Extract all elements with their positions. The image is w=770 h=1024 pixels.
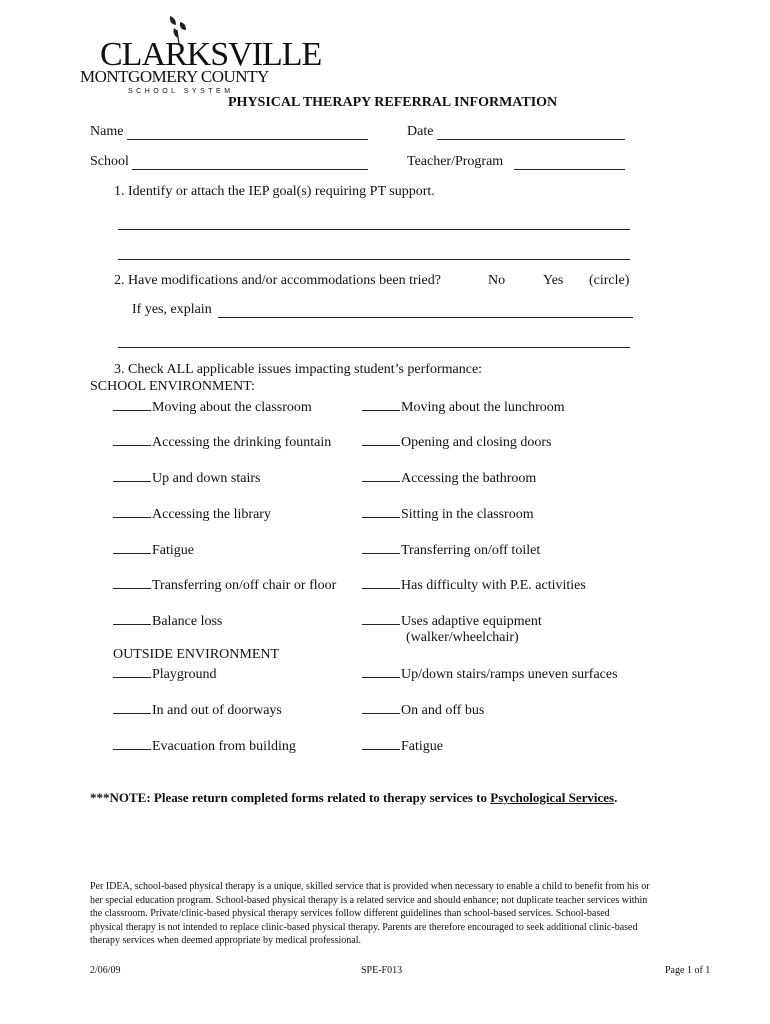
logo-line2: MONTGOMERY COUNTY bbox=[80, 67, 269, 86]
checklist-item[interactable]: Transferring on/off chair or floor bbox=[113, 576, 336, 594]
school-label: School bbox=[90, 154, 129, 169]
checklist-item[interactable]: Fatigue bbox=[362, 737, 443, 755]
checklist-item[interactable]: Transferring on/off toilet bbox=[362, 541, 540, 559]
explain-label: If yes, explain bbox=[132, 302, 212, 317]
checklist-item[interactable]: Fatigue bbox=[113, 541, 194, 559]
checklist-item[interactable]: On and off bus bbox=[362, 701, 484, 719]
date-field[interactable] bbox=[437, 139, 625, 140]
logo-line3: SCHOOL SYSTEM bbox=[128, 88, 234, 95]
checklist-item[interactable]: Has difficulty with P.E. activities bbox=[362, 576, 586, 594]
checklist-item[interactable]: Balance loss bbox=[113, 612, 222, 630]
name-label: Name bbox=[90, 124, 124, 139]
explain-field[interactable] bbox=[218, 317, 633, 318]
date-label: Date bbox=[407, 124, 434, 139]
teacher-label: Teacher/Program bbox=[407, 154, 504, 169]
checklist-item[interactable]: Opening and closing doors bbox=[362, 433, 551, 451]
district-logo bbox=[78, 12, 322, 102]
circle-instruction: (circle) bbox=[589, 273, 630, 288]
school-env-heading: SCHOOL ENVIRONMENT: bbox=[90, 379, 255, 394]
form-code: SPE-F013 bbox=[361, 965, 403, 976]
checklist-item[interactable]: Evacuation from building bbox=[113, 737, 296, 755]
question-3: 3. Check ALL applicable issues impacting student’s performance: bbox=[114, 362, 483, 377]
name-field[interactable] bbox=[127, 139, 368, 140]
checklist-item[interactable]: Accessing the bathroom bbox=[362, 469, 536, 487]
checklist-item[interactable]: Moving about the lunchroom bbox=[362, 398, 565, 416]
idea-disclaimer: Per IDEA, school-based physical therapy is a unique, skilled service that is provided when necessary to enable a child to benefit from his or her special education program. School-based physical therapy is a related service and should enhance; not duplicate teacher services within the classroom. Private/clinic-based physical therapy services follow different guidelines than school-based services. School-based physical therapy is not intended to replace clinic-based physical therapy. Parents are therefore encouraged to seek additional clinic-based therapy services when deemed appropriate by medical professional. bbox=[90, 881, 650, 946]
checklist-item[interactable]: Playground bbox=[113, 665, 217, 683]
psychological-services-link[interactable]: Psychological Services bbox=[490, 790, 615, 805]
logo-line1: CLARKSVILLE bbox=[100, 36, 322, 73]
checklist-item[interactable]: Uses adaptive equipment bbox=[362, 612, 542, 630]
option-no[interactable]: No bbox=[488, 273, 506, 288]
question-1: 1. Identify or attach the IEP goal(s) requiring PT support. bbox=[114, 184, 435, 199]
teacher-field[interactable] bbox=[514, 169, 625, 170]
question-2: 2. Have modifications and/or accommodations been tried? bbox=[114, 273, 441, 288]
q1-answer-line-1[interactable] bbox=[118, 229, 630, 230]
school-field[interactable] bbox=[132, 169, 368, 170]
checklist-item[interactable]: Sitting in the classroom bbox=[362, 505, 534, 523]
option-yes[interactable]: Yes bbox=[543, 273, 564, 288]
explain-line-2[interactable] bbox=[118, 347, 630, 348]
return-note: ***NOTE: Please return completed forms related to therapy services to Psychological Services. bbox=[90, 790, 618, 805]
checklist-item[interactable]: Up/down stairs/ramps uneven surfaces bbox=[362, 665, 618, 683]
checklist-item[interactable]: In and out of doorways bbox=[113, 701, 282, 719]
page-title: PHYSICAL THERAPY REFERRAL INFORMATION bbox=[228, 95, 558, 110]
checklist-item[interactable]: Accessing the library bbox=[113, 505, 271, 523]
adaptive-equipment-note: (walker/wheelchair) bbox=[406, 630, 519, 645]
checklist-item[interactable]: Moving about the classroom bbox=[113, 398, 312, 416]
q1-answer-line-2[interactable] bbox=[118, 259, 630, 260]
outside-env-heading: OUTSIDE ENVIRONMENT bbox=[113, 647, 280, 662]
page-number: Page 1 of 1 bbox=[665, 965, 711, 976]
checklist-item[interactable]: Accessing the drinking fountain bbox=[113, 433, 331, 451]
checklist-item[interactable]: Up and down stairs bbox=[113, 469, 261, 487]
revision-date: 2/06/09 bbox=[90, 965, 121, 976]
